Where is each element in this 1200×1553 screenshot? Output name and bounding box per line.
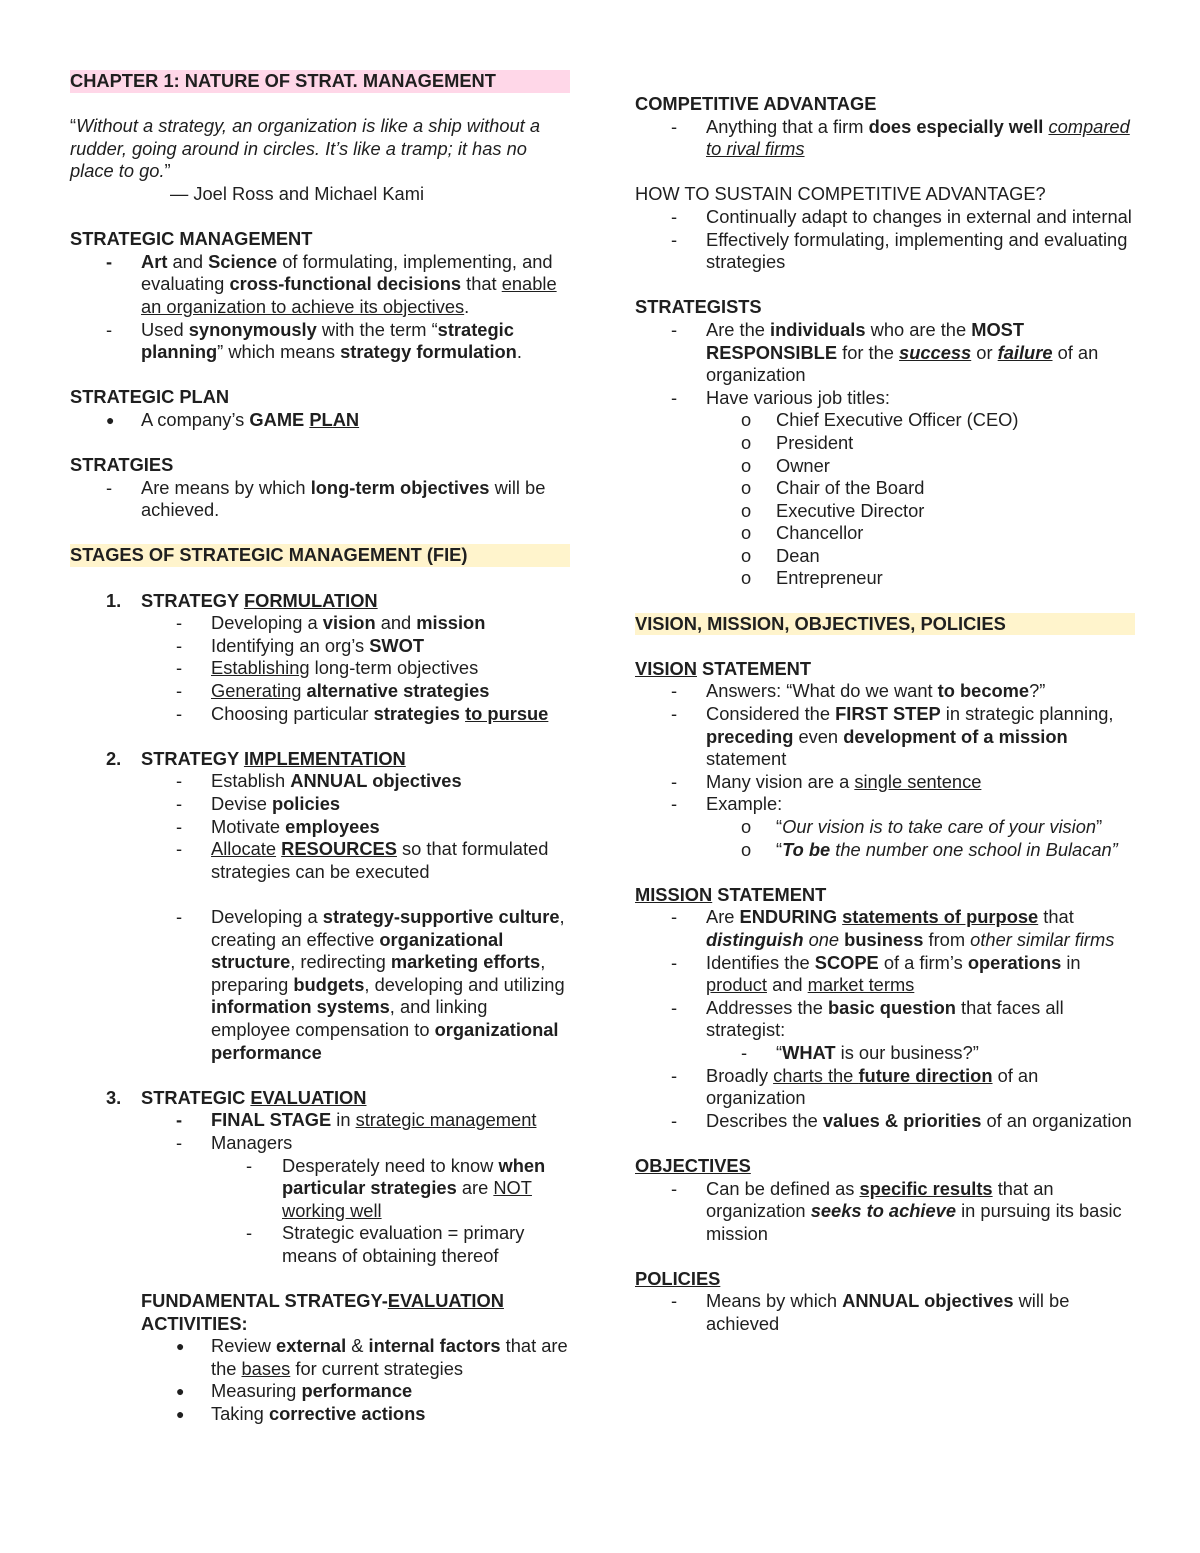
list-item: - Can be defined as specific results that an organization seeks to achieve in pursuing its basic mission [671, 1177, 1122, 1244]
job-title-item: o Entrepreneur [741, 567, 883, 589]
list-item: - Art and Science of formulating, implementing, and evaluating cross-functional decisions that enable an organization to achieve its objectives. [106, 250, 557, 317]
objectives-heading: OBJECTIVES [635, 1154, 751, 1176]
list-item: ● Measuring performance [176, 1380, 413, 1402]
list-item: - Used synonymously with the term “strategic planning” which means strategy formulation. [106, 318, 522, 363]
mission-heading: MISSION STATEMENT [635, 883, 827, 905]
chapter-title: CHAPTER 1: NATURE OF STRAT. MANAGEMENT [70, 70, 570, 93]
list-item: - Anything that a firm does especially well compared to rival firms [671, 115, 1130, 160]
list-item: - Motivate employees [176, 815, 380, 837]
job-title-item: o President [741, 431, 854, 453]
job-title-item: o Chancellor [741, 522, 864, 544]
list-item: - FINAL STAGE in strategic management [176, 1109, 537, 1131]
list-item: - Effectively formulating, implementing and evaluating strategies [671, 228, 1128, 273]
job-title-item: o Dean [741, 544, 820, 566]
list-item: - Generating alternative strategies [176, 680, 490, 702]
list-item: - Identifying an org’s SWOT [176, 634, 425, 656]
policies-heading: POLICIES [635, 1267, 721, 1289]
list-item: - Have various job titles: [671, 386, 890, 408]
list-item: ● A company’s GAME PLAN [106, 408, 360, 430]
list-item: - Many vision are a single sentence [671, 770, 982, 792]
list-item: - Establishing long-term objectives [176, 657, 479, 679]
strategies-heading: STRATGIES [70, 454, 174, 476]
left-column [70, 70, 570, 1426]
sustain-heading: HOW TO SUSTAIN COMPETITIVE ADVANTAGE? [635, 183, 1046, 205]
quote: “Without a strategy, an organization is like a ship without a rudder, going around in circles. It’s like a tramp; it has no place to go.” [70, 115, 540, 182]
list-item: - Developing a vision and mission [176, 612, 486, 634]
example-item: o “Our vision is to take care of your vision” [741, 816, 1103, 837]
example-item: o “To be the number one school in Bulacan” [741, 838, 1118, 860]
list-item: - Allocate RESOURCES so that formulated strategies can be executed [176, 838, 549, 882]
list-item: - Broadly charts the future direction of an organization [671, 1064, 1039, 1109]
list-item: - “WHAT is our business?” [741, 1041, 979, 1063]
list-item: - Addresses the basic question that faces all strategist: [671, 996, 1064, 1041]
list-item: - Are means by which long-term objectives will be achieved. [106, 476, 546, 521]
list-item: - Developing a strategy-supportive culture, creating an effective organizational structure, redirecting marketing efforts, preparing budgets, developing and utilizing information systems, and linking employee compensation to organizational performance [176, 905, 565, 1063]
list-item: - Considered the FIRST STEP in strategic planning, preceding even development of a mission statement [671, 703, 1114, 770]
list-item: - Continually adapt to changes in external and internal [671, 205, 1132, 227]
strategic-plan-heading: STRATEGIC PLAN [70, 386, 230, 408]
vmop-heading: VISION, MISSION, OBJECTIVES, POLICIES [635, 613, 1135, 636]
list-item: - Means by which ANNUAL objectives will be achieved [671, 1290, 1070, 1335]
job-title-item: o Owner [741, 454, 830, 476]
list-item: - Managers [176, 1131, 293, 1153]
job-title-item: o Executive Director [741, 499, 925, 521]
job-title-item: o Chair of the Board [741, 477, 925, 499]
list-item: - Describes the values & priorities of an organization [671, 1109, 1132, 1131]
list-item: - Devise policies [176, 793, 341, 814]
stage-formulation-heading: 1. STRATEGY FORMULATION [106, 589, 378, 611]
strategic-management-heading: STRATEGIC MANAGEMENT [70, 228, 313, 250]
list-item: ● Taking corrective actions [176, 1403, 426, 1425]
list-item: - Choosing particular strategies to pursue [176, 702, 549, 724]
stage-implementation-heading: 2. STRATEGY IMPLEMENTATION [106, 747, 406, 769]
competitive-advantage-heading: COMPETITIVE ADVANTAGE [635, 93, 877, 114]
fundamental-activities-heading: FUNDAMENTAL STRATEGY-EVALUATION ACTIVITIES: [141, 1290, 504, 1334]
list-item: - Are ENDURING statements of purpose that distinguish one business from other similar firms [671, 906, 1115, 950]
list-item: - Identifies the SCOPE of a firm’s operations in product and market terms [671, 951, 1081, 996]
list-item: - Desperately need to know when particular strategies are NOT working well [246, 1154, 546, 1221]
vision-heading: VISION STATEMENT [635, 657, 812, 679]
list-item: ● Review external & internal factors that are the bases for current strategies [176, 1335, 568, 1379]
stages-heading: STAGES OF STRATEGIC MANAGEMENT (FIE) [70, 544, 570, 567]
list-item: - Answers: “What do we want to become?” [671, 680, 1046, 702]
list-item: - Establish ANNUAL objectives [176, 770, 462, 792]
strategists-heading: STRATEGISTS [635, 296, 762, 318]
list-item: - Are the individuals who are the MOST RESPONSIBLE for the success or failure of an organization [671, 318, 1099, 386]
job-title-item: o Chief Executive Officer (CEO) [741, 409, 1019, 431]
quote-author: — Joel Ross and Michael Kami [170, 182, 425, 204]
list-item: - Strategic evaluation = primary means of obtaining thereof [246, 1222, 525, 1266]
right-column [635, 93, 1135, 1336]
stage-evaluation-heading: 3. STRATEGIC EVALUATION [106, 1086, 367, 1108]
list-item: - Example: [671, 793, 783, 815]
